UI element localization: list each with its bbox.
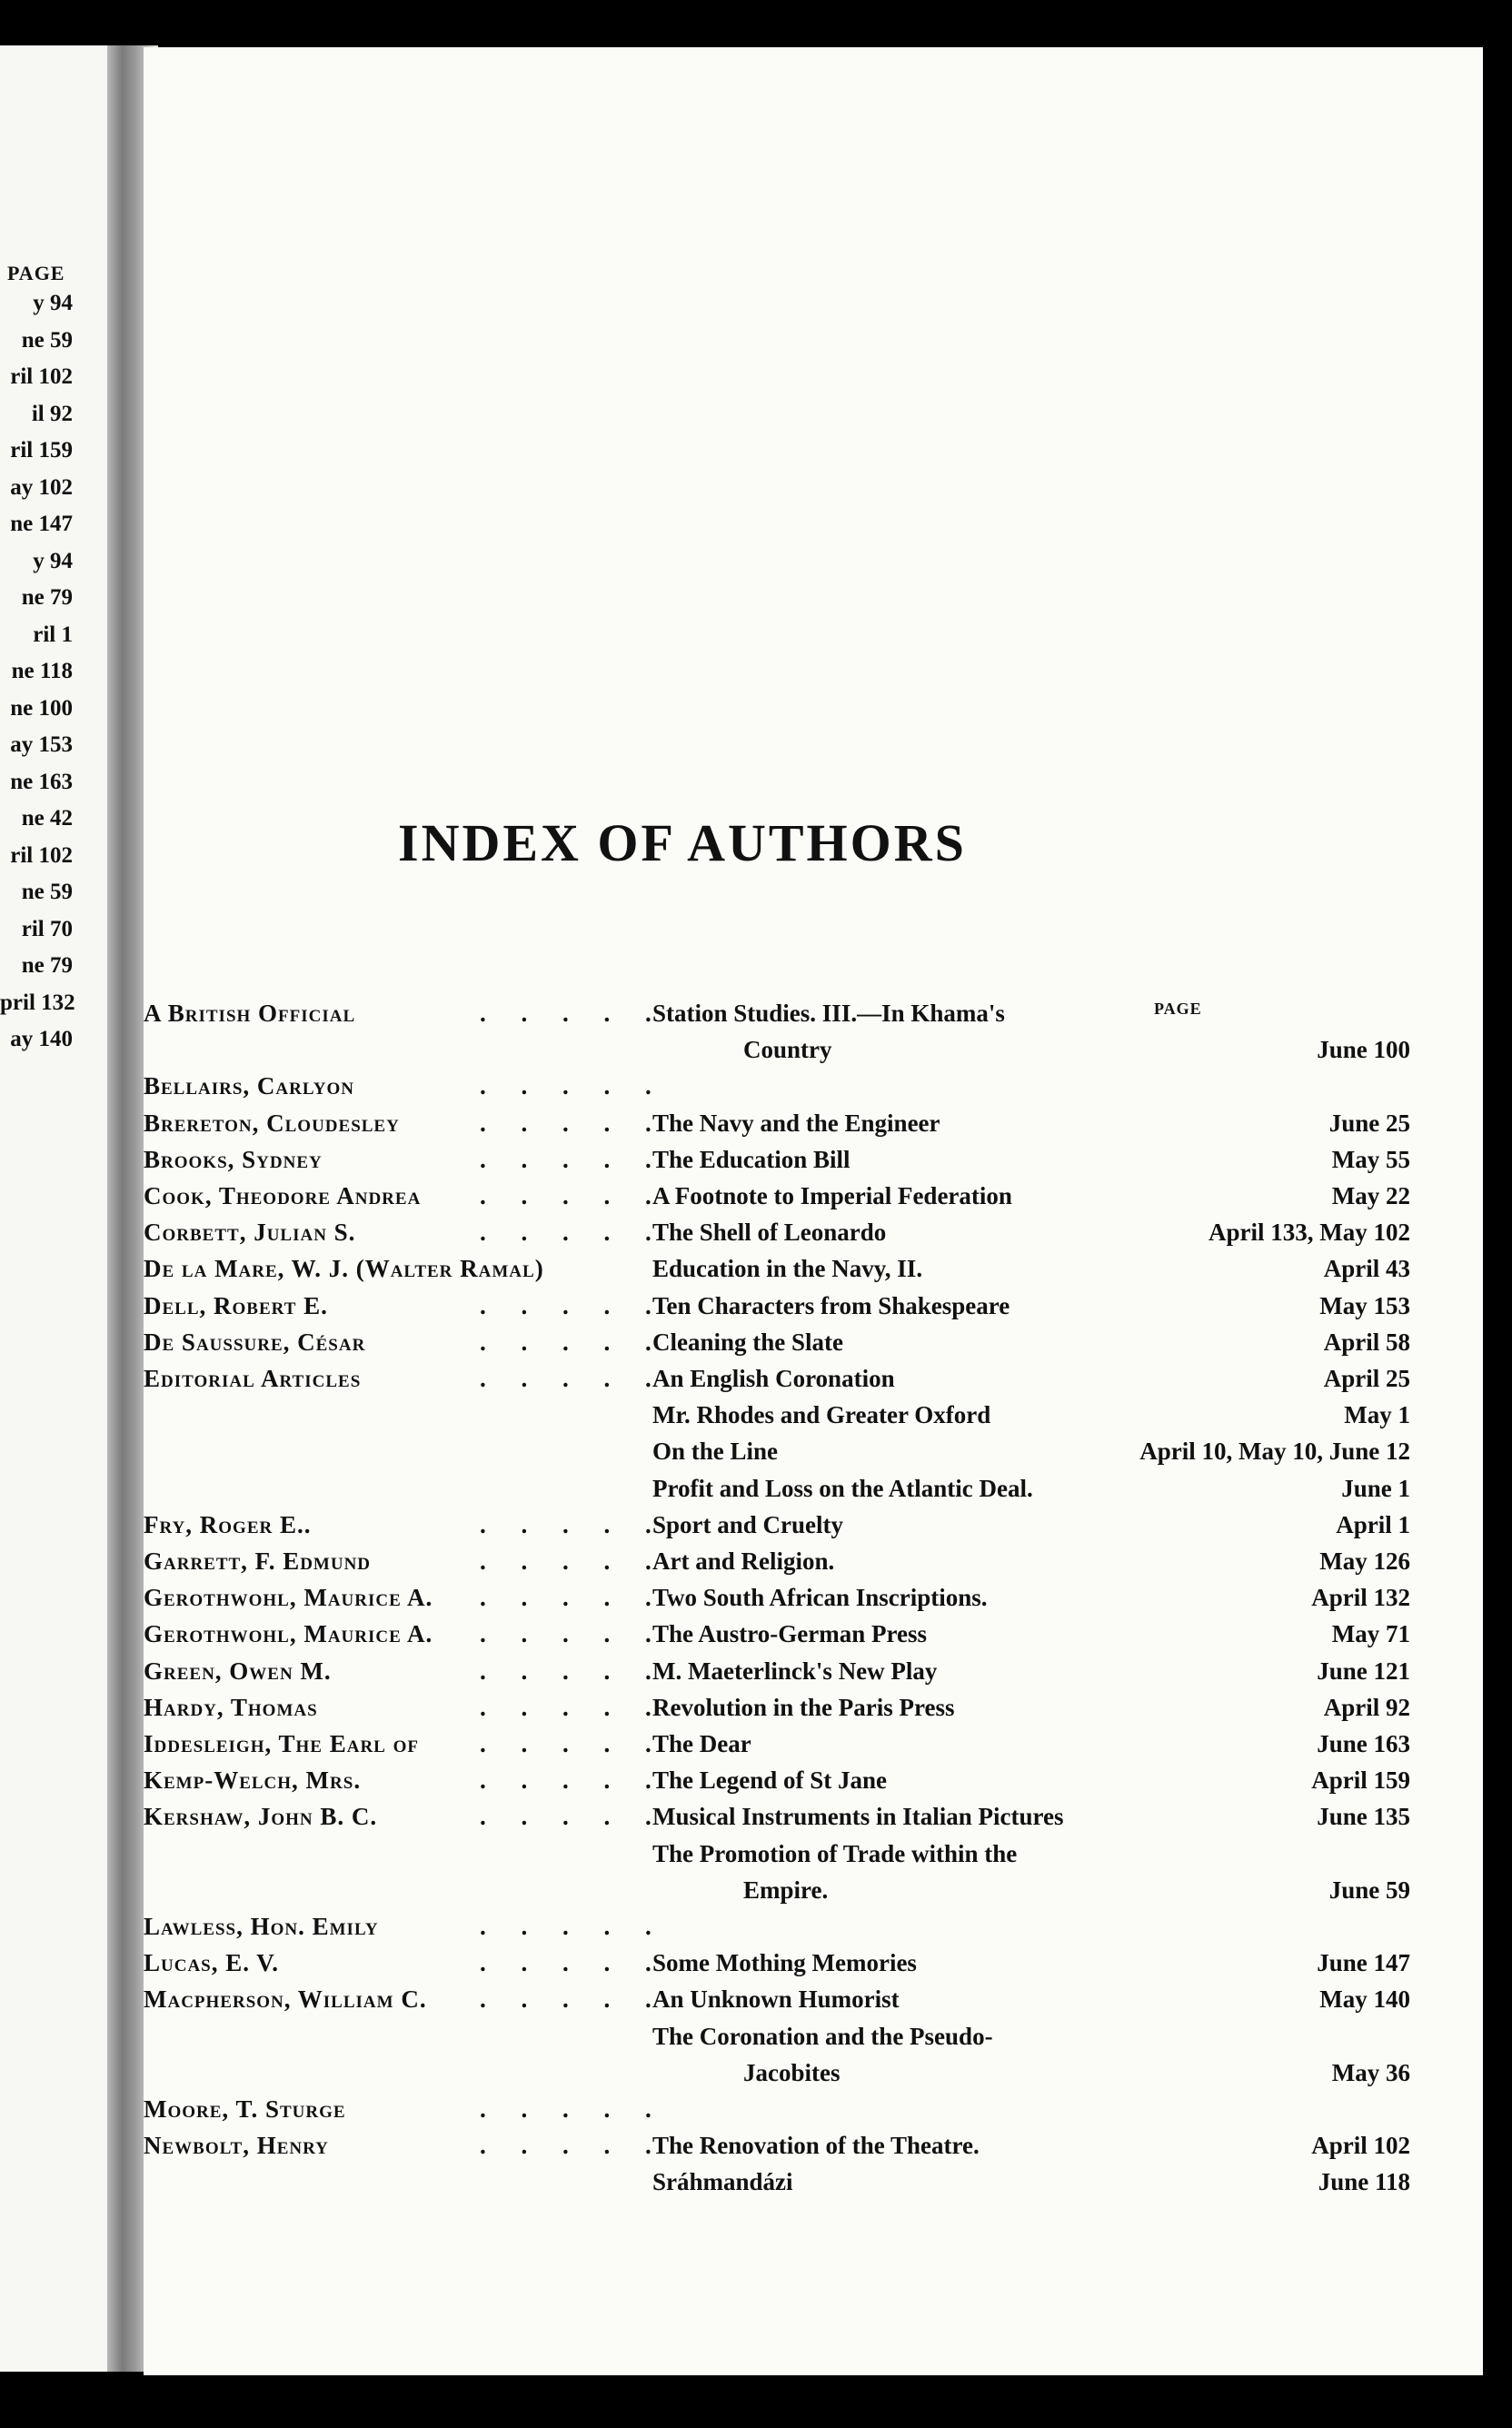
index-entry	[144, 1547, 1483, 1584]
author-leader-dots: . . . . .	[480, 2095, 666, 2123]
entry-article: Sráhmandázi	[652, 2168, 793, 2196]
author-leader-dots: . . . . .	[480, 1913, 666, 1940]
entry-article: The Education Bill	[652, 1145, 850, 1173]
entry-author: Cook, Theodore Andrea	[144, 1182, 422, 1209]
entry-page-reference: April 132	[1311, 1584, 1410, 1612]
left-page-ref: ay 102	[10, 474, 73, 500]
entry-page-reference: June 118	[1318, 2168, 1410, 2196]
entry-page-reference: June 121	[1317, 1657, 1410, 1685]
entry-page-reference: June 147	[1317, 1949, 1410, 1977]
entry-article: On the Line	[652, 1438, 779, 1466]
page-column-header: PAGE	[1154, 1000, 1202, 1018]
entry-page-reference: April 133, May 102	[1209, 1219, 1410, 1247]
left-page-ref: il 92	[31, 401, 73, 426]
author-leader-dots: . . . . .	[480, 1510, 666, 1538]
left-page-ref: ne 163	[10, 769, 73, 794]
author-leader-dots: . . . . .	[480, 1328, 666, 1356]
index-entry	[144, 1146, 1483, 1182]
entry-page-reference: May 1	[1344, 1401, 1410, 1429]
index-entry	[144, 2168, 1483, 2204]
entry-page-reference: April 25	[1323, 1365, 1410, 1392]
entry-author: De la Mare, W. J. (Walter Ramal)	[144, 1255, 544, 1283]
entry-page-reference: April 92	[1323, 1693, 1410, 1721]
entry-author: Gerothwohl, Maurice A.	[144, 1584, 433, 1612]
entry-article: Education in the Navy, II.	[652, 1255, 923, 1283]
entry-page-reference: April 10, May 10, June 12	[1139, 1438, 1410, 1466]
author-leader-dots: . . . . .	[480, 1109, 666, 1137]
index-entry	[144, 1255, 1483, 1291]
index-entry	[144, 1913, 1483, 1949]
left-page-ref: pril 132	[0, 990, 75, 1015]
entry-author: Corbett, Julian S.	[144, 1219, 356, 1247]
entry-article-continued: Jacobites	[743, 2058, 841, 2086]
author-leader-dots: . . . . .	[480, 1365, 666, 1392]
left-page-ref: ne 59	[21, 327, 73, 353]
entry-article: Some Mothing Memories	[652, 1949, 917, 1977]
entry-page-reference: April 1	[1336, 1510, 1410, 1538]
entry-page-reference: June 25	[1328, 1109, 1410, 1137]
index-entry	[144, 1949, 1483, 1985]
entry-page-reference: May 22	[1331, 1182, 1410, 1209]
entry-page-reference: June 135	[1317, 1803, 1410, 1831]
left-page-ref: ril 70	[21, 916, 73, 941]
left-page-ref: y 94	[33, 548, 73, 573]
entry-page-reference: May 153	[1319, 1291, 1410, 1319]
entry-page-reference: May 55	[1331, 1145, 1410, 1173]
author-leader-dots: . . . . .	[480, 1000, 666, 1027]
index-entry	[144, 1584, 1483, 1620]
entry-page-reference: May 71	[1331, 1620, 1410, 1648]
author-leader-dots: . . . . .	[480, 1219, 666, 1247]
author-leader-dots: . . . . .	[480, 1657, 666, 1685]
author-leader-dots: . . . . .	[480, 1949, 666, 1977]
entry-page-reference: May 126	[1319, 1547, 1410, 1575]
entry-article: Profit and Loss on the Atlantic Deal.	[652, 1474, 1033, 1502]
index-entry	[144, 1475, 1483, 1511]
entry-author: Macpherson, William C.	[144, 1985, 427, 2014]
entry-author: Iddesleigh, The Earl of	[144, 1730, 419, 1757]
entry-article: Revolution in the Paris Press	[652, 1693, 955, 1721]
index-entry	[144, 1840, 1483, 1876]
entry-page-reference: June 100	[1317, 1036, 1410, 1064]
index-entry	[144, 1219, 1483, 1255]
author-leader-dots: . . . . .	[480, 1766, 666, 1795]
author-leader-dots: . . . . .	[480, 1291, 666, 1319]
left-page-ref: ay 140	[10, 1027, 73, 1051]
left-page-ref: ril 159	[10, 438, 73, 463]
entry-page-reference: June 59	[1328, 1876, 1410, 1904]
previous-page-fragment	[0, 45, 116, 2372]
left-page-ref: ril 102	[10, 364, 73, 389]
index-entry	[144, 1401, 1483, 1438]
entry-page-reference: April 159	[1311, 1766, 1410, 1795]
index-entry	[144, 1620, 1483, 1657]
index-entry	[144, 1766, 1483, 1803]
entry-article: The Shell of Leonardo	[652, 1219, 887, 1247]
entry-author: Editorial Articles	[144, 1365, 362, 1392]
left-page-ref: ril 102	[10, 842, 73, 868]
left-page-ref: ne 79	[21, 953, 73, 978]
left-page-ref: ne 118	[11, 659, 73, 683]
entry-article: An English Coronation	[652, 1365, 895, 1392]
left-page-ref: y 94	[33, 291, 73, 315]
entry-page-reference: April 58	[1323, 1328, 1410, 1356]
entry-article: Sport and Cruelty	[652, 1510, 844, 1538]
entry-page-reference: May 140	[1319, 1985, 1410, 2014]
left-page-ref: ne 79	[21, 585, 73, 610]
entry-author: Lawless, Hon. Emily	[144, 1913, 379, 1940]
entry-author: Fry, Roger E..	[144, 1510, 312, 1538]
author-leader-dots: . . . . .	[480, 1182, 666, 1209]
entry-article-continued: Country	[743, 1036, 832, 1064]
index-entry-continued	[144, 2059, 1483, 2095]
author-leader-dots: . . . . .	[480, 1803, 666, 1831]
index-entry	[144, 1365, 1483, 1401]
entry-author: Brereton, Cloudesley	[144, 1109, 400, 1137]
entry-author: Garrett, F. Edmund	[144, 1547, 372, 1575]
index-entry	[144, 1072, 1483, 1109]
entry-article: Art and Religion.	[652, 1547, 835, 1575]
page-title: INDEX OF AUTHORS	[398, 813, 967, 872]
author-leader-dots: . . . . .	[480, 1730, 666, 1757]
entry-author: Bellairs, Carlyon	[144, 1072, 355, 1100]
entry-page-reference: May 36	[1331, 2058, 1410, 2086]
entry-article: The Navy and the Engineer	[652, 1109, 940, 1137]
author-leader-dots: . . . . .	[480, 2132, 666, 2160]
left-page-ref: ne 59	[21, 880, 73, 904]
index-entry	[144, 2132, 1483, 2168]
entry-author: Newbolt, Henry	[144, 2132, 329, 2160]
entry-article: M. Maeterlinck's New Play	[652, 1657, 938, 1685]
index-entry	[144, 1182, 1483, 1219]
left-page-ref: ne 100	[10, 695, 73, 721]
entry-author: Moore, T. Sturge	[144, 2095, 346, 2123]
entry-page-reference: April 102	[1311, 2132, 1410, 2160]
entry-author: Gerothwohl, Maurice A.	[144, 1620, 433, 1648]
entry-author: A British Official	[144, 1000, 356, 1027]
index-entry	[144, 1511, 1483, 1547]
left-page-ref: ril 1	[33, 622, 73, 647]
entry-article: Ten Characters from Shakespeare	[652, 1291, 1010, 1319]
entry-page-reference: April 43	[1323, 1255, 1410, 1283]
index-entry-continued	[144, 1036, 1483, 1072]
left-page-ref: ne 147	[10, 512, 73, 536]
index-page	[144, 47, 1483, 2375]
entry-article: The Austro-German Press	[652, 1620, 927, 1648]
index-entry	[144, 1438, 1483, 1474]
author-leader-dots: . . . . .	[480, 1072, 666, 1100]
index-entry	[144, 1110, 1483, 1146]
left-page-ref: ay 153	[10, 732, 73, 757]
author-leader-dots: . . . . .	[480, 1584, 666, 1612]
author-leader-dots: . . . . .	[480, 1547, 666, 1575]
author-leader-dots: . . . . .	[480, 1620, 666, 1648]
entry-author: Green, Owen M.	[144, 1657, 332, 1685]
index-entry	[144, 1292, 1483, 1328]
index-entry	[144, 1328, 1483, 1365]
entry-author: Hardy, Thomas	[144, 1693, 318, 1721]
author-leader-dots: . . . . .	[480, 1985, 666, 2014]
entry-article: Mr. Rhodes and Greater Oxford	[652, 1401, 991, 1429]
entry-author: Dell, Robert E.	[144, 1291, 328, 1319]
entry-article: The Coronation and the Pseudo-	[652, 2022, 993, 2050]
entry-article: A Footnote to Imperial Federation	[652, 1182, 1012, 1209]
index-entry	[144, 1730, 1483, 1766]
index-entry	[144, 1694, 1483, 1730]
entry-author: Brooks, Sydney	[144, 1145, 323, 1173]
entry-article: Musical Instruments in Italian Pictures	[652, 1803, 1064, 1831]
entry-article: The Promotion of Trade within the	[652, 1839, 1018, 1867]
entry-author: Lucas, E. V.	[144, 1949, 280, 1977]
entry-article: Cleaning the Slate	[652, 1328, 844, 1356]
entry-author: Kemp-Welch, Mrs.	[144, 1766, 362, 1795]
index-entry	[144, 1657, 1483, 1694]
left-page-ref: ne 42	[21, 806, 73, 831]
entry-article: The Dear	[652, 1730, 751, 1757]
index-entry-continued	[144, 1876, 1483, 1913]
entry-page-reference: June 1	[1341, 1474, 1410, 1502]
entry-article: An Unknown Humorist	[652, 1985, 900, 2014]
author-leader-dots: . . . . .	[480, 1145, 666, 1173]
index-entry	[144, 1803, 1483, 1839]
index-entry	[144, 1985, 1483, 2022]
entry-page-reference: June 163	[1317, 1730, 1410, 1757]
entry-author: De Saussure, César	[144, 1328, 366, 1356]
entry-author: Kershaw, John B. C.	[144, 1803, 378, 1831]
author-leader-dots: . . . . .	[480, 1693, 666, 1721]
index-entry	[144, 2023, 1483, 2059]
index-entry	[144, 2095, 1483, 2132]
entry-article: The Legend of St Jane	[652, 1766, 888, 1795]
left-page-header: PAGE	[7, 262, 65, 284]
entry-article: The Renovation of the Theatre.	[652, 2132, 980, 2160]
entry-article-continued: Empire.	[743, 1876, 829, 1904]
index-entry	[144, 1000, 1483, 1036]
entry-article: Station Studies. III.—In Khama's	[652, 1000, 1005, 1027]
entry-article: Two South African Inscriptions.	[652, 1584, 988, 1612]
